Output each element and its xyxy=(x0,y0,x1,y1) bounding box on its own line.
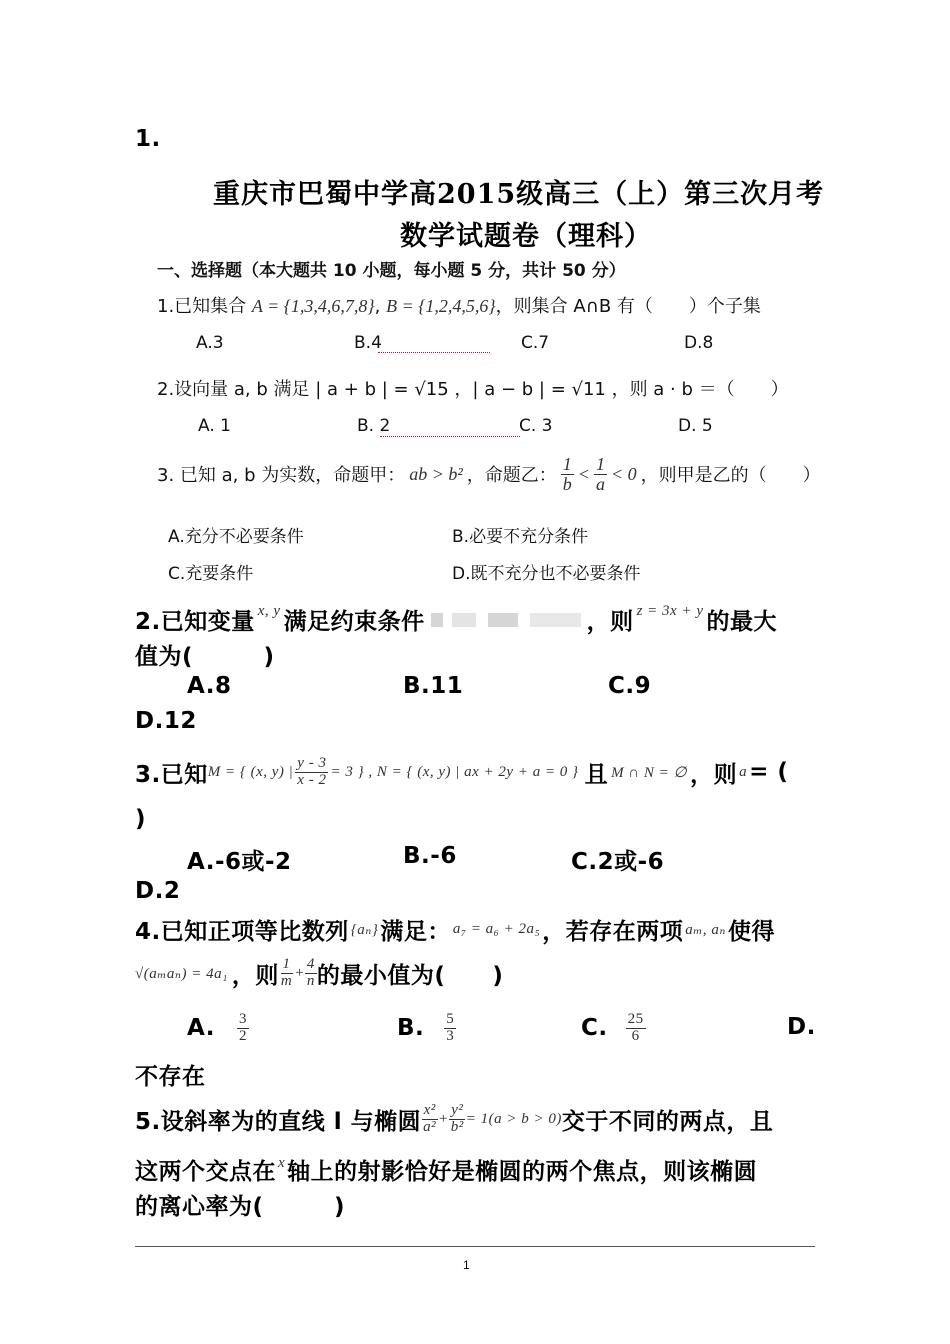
q4-option-a xyxy=(187,1005,249,1051)
q2-option-b: B.11 xyxy=(403,673,464,699)
q5-ellipse-rest: = 1(a > b > 0) xyxy=(465,1110,562,1127)
q3-text-1: 3.已知 xyxy=(135,761,208,788)
fraction-numerator: 1 xyxy=(562,454,572,474)
fraction-denominator: a xyxy=(595,473,605,494)
constraint-system-image xyxy=(431,613,581,627)
scan-q3-option-a: A.充分不必要条件 xyxy=(168,527,304,547)
q4-plus: + xyxy=(294,964,305,981)
q3-option-b: B.-6 xyxy=(403,843,457,869)
fraction-numerator: x² xyxy=(423,1101,436,1118)
item-number: 1. xyxy=(135,126,161,152)
scan-q3-less-than: < xyxy=(577,463,590,484)
scan-q3-suffix: ，则甲是乙的（ ） xyxy=(640,465,821,487)
scan-q3-text xyxy=(157,455,821,494)
scan-q3-option-b: B.必要不充分条件 xyxy=(452,527,589,547)
fraction-denominator: m xyxy=(280,972,293,989)
q2-text-1: 2.已知变量 xyxy=(135,609,255,635)
q4-option-b xyxy=(397,1005,456,1051)
scan-q3-option-c: C.充要条件 xyxy=(168,564,254,584)
fraction-numerator: 4 xyxy=(306,955,315,972)
scan-q1-set-b: B = {1,2,4,5,6} xyxy=(386,296,496,316)
q3-option-d: D.2 xyxy=(135,878,181,904)
q2-text-4: 的最大 xyxy=(706,609,777,635)
q4-text-3: ，若存在两项 xyxy=(542,919,684,945)
fraction-numerator: y - 3 xyxy=(297,754,327,771)
q4-fraction-2 xyxy=(305,957,317,990)
q3-set-m-right: = 3 } , N = { (x, y) | ax + 2y + a = 0 } xyxy=(330,763,579,780)
fraction-denominator: 2 xyxy=(238,1027,247,1044)
q3-set-m-fraction xyxy=(295,756,328,789)
q3-option-c: C.2或-6 xyxy=(571,849,665,875)
scan-q2-option-b: B. 2 xyxy=(357,416,391,436)
scan-q3-mid: ，命题乙： xyxy=(466,465,557,487)
q2-line1 xyxy=(135,603,777,636)
option-fraction xyxy=(444,1012,456,1045)
scan-q2-option-d: D. 5 xyxy=(678,416,713,436)
option-label: B. xyxy=(397,1015,425,1041)
q3-option-a: A.-6或-2 xyxy=(187,849,292,875)
scan-q2-option-a: A. 1 xyxy=(198,416,231,436)
q4-option-d-label: D. xyxy=(787,1014,816,1040)
option-label: A. xyxy=(187,1015,215,1041)
option-fraction xyxy=(237,1012,249,1045)
q5-axis: x xyxy=(278,1155,286,1171)
q4-root-condition: √(aₘaₙ) = 4a₁ xyxy=(135,965,228,982)
scan-q3-fraction-1 xyxy=(561,455,574,494)
fraction-denominator: a² xyxy=(423,1118,437,1135)
scan-q2-option-c: C. 3 xyxy=(519,416,553,436)
q2-objective: z = 3x + y xyxy=(636,603,704,619)
scan-q1-option-c: C.7 xyxy=(521,333,550,353)
q4-line2 xyxy=(135,950,503,996)
q2-variables: x, y xyxy=(257,603,281,619)
q2-text-5: 值为( ) xyxy=(135,644,275,670)
scan-q3-option-d: D.既不充分也不必要条件 xyxy=(452,564,641,584)
fraction-denominator: x - 2 xyxy=(297,771,327,788)
q5-text-4: 轴上的射影恰好是椭圆的两个焦点，则该椭圆 xyxy=(287,1159,758,1185)
q3-variable: a xyxy=(739,763,748,780)
q5-line1 xyxy=(135,1095,773,1143)
scan-q3-fraction-2 xyxy=(594,455,607,494)
q5-text-2: 交于不同的两点，且 xyxy=(561,1108,774,1135)
scan-title-line2: 数学试题卷（理科） xyxy=(400,221,652,252)
q4-text-5: ，则 xyxy=(231,962,279,989)
q5-text-1: 5.设斜率为的直线 l 与椭圆 xyxy=(135,1108,422,1135)
scan-q3-condition-a: ab > b² xyxy=(409,463,463,484)
fraction-denominator: 3 xyxy=(446,1027,455,1044)
scan-q3-prefix: 3. 已知 a, b 为实数，命题甲： xyxy=(157,465,406,487)
fraction-numerator: 25 xyxy=(627,1010,644,1027)
scan-q3-less-than-zero: < 0 xyxy=(610,463,637,484)
q3-text-4: = ( xyxy=(749,759,789,785)
q5-ellipse-y-term xyxy=(449,1103,466,1136)
fraction-denominator: n xyxy=(306,972,315,989)
fraction-numerator: 1 xyxy=(282,955,291,972)
fraction-numerator: y² xyxy=(451,1101,464,1118)
q2-option-c: C.9 xyxy=(608,673,652,699)
scan-section-heading: 一、选择题（本大题共 10 小题，每小题 5 分，共计 50 分） xyxy=(157,261,626,281)
q3-line1 xyxy=(135,748,788,796)
q4-line1 xyxy=(135,913,775,946)
q4-option-c xyxy=(581,1005,646,1051)
q2-option-a: A.8 xyxy=(187,673,232,699)
q5-line2 xyxy=(135,1153,757,1186)
q4-relation: a₇ = a₆ + 2a₅ xyxy=(452,921,541,937)
q4-fraction-1 xyxy=(279,957,294,990)
q4-text-4: 使得 xyxy=(728,919,775,945)
option-label: C. xyxy=(581,1015,608,1041)
q2-text-2: 满足约束条件 xyxy=(283,609,425,635)
q4-text-2: 满足： xyxy=(380,919,451,945)
q4-text-6: 的最小值为( ) xyxy=(316,962,504,989)
page-number: 1 xyxy=(463,1258,470,1272)
scan-q1-text: 1.已知集合 A = {1,3,4,6,7,8}, B = {1,2,4,5,6}，则集合 A∩B 有（ ）个子集 xyxy=(157,296,761,317)
fraction-numerator: 1 xyxy=(595,454,605,474)
scan-q1-option-a: A.3 xyxy=(196,333,224,353)
q3-set-m-left: M = { (x, y) | xyxy=(207,763,294,780)
scan-q1-set-a: A = {1,3,4,6,7,8} xyxy=(251,296,375,316)
option-fraction xyxy=(626,1012,646,1045)
scan-q2-text: 2.设向量 a, b 满足 | a + b | = √15 ，| a − b | = √11 ，则 a · b ＝（ ） xyxy=(157,379,789,400)
q5-ellipse-plus: + xyxy=(438,1110,449,1127)
scan-q1-suffix: ，则集合 A∩B 有（ ）个子集 xyxy=(495,296,761,317)
fraction-numerator: 3 xyxy=(238,1010,247,1027)
q2-text-3: ，则 xyxy=(586,609,634,635)
q3-text-2: 且 xyxy=(584,761,609,788)
scan-dotted-underline xyxy=(380,436,520,437)
q4-text-1: 4.已知正项等比数列 xyxy=(135,919,349,945)
q4-sequence: {aₙ} xyxy=(350,922,379,938)
fraction-denominator: b² xyxy=(450,1118,464,1135)
scan-dotted-underline xyxy=(378,352,490,353)
fraction-numerator: 5 xyxy=(446,1010,455,1027)
q3-intersection: M ∩ N = ∅ xyxy=(611,764,688,781)
q3-text-5: ) xyxy=(135,806,147,832)
q5-text-5: 的离心率为( ) xyxy=(135,1194,346,1220)
scan-q1-prefix: 1.已知集合 xyxy=(157,296,247,317)
q2-option-d: D.12 xyxy=(135,708,197,734)
footer-divider xyxy=(135,1246,815,1247)
q5-text-3: 这两个交点在 xyxy=(135,1159,276,1185)
q4-terms: aₘ, aₙ xyxy=(685,922,726,938)
fraction-denominator: b xyxy=(562,473,572,494)
fraction-denominator: 6 xyxy=(631,1027,640,1044)
q4-option-d-text: 不存在 xyxy=(135,1064,206,1090)
q5-ellipse-x-term xyxy=(421,1103,438,1136)
scan-title-line1: 重庆市巴蜀中学高2015级高三（上）第三次月考 xyxy=(213,179,825,210)
q3-text-3: ，则 xyxy=(690,761,738,788)
scan-q1-option-b: B.4 xyxy=(354,333,382,353)
scan-q1-option-d: D.8 xyxy=(684,333,714,353)
